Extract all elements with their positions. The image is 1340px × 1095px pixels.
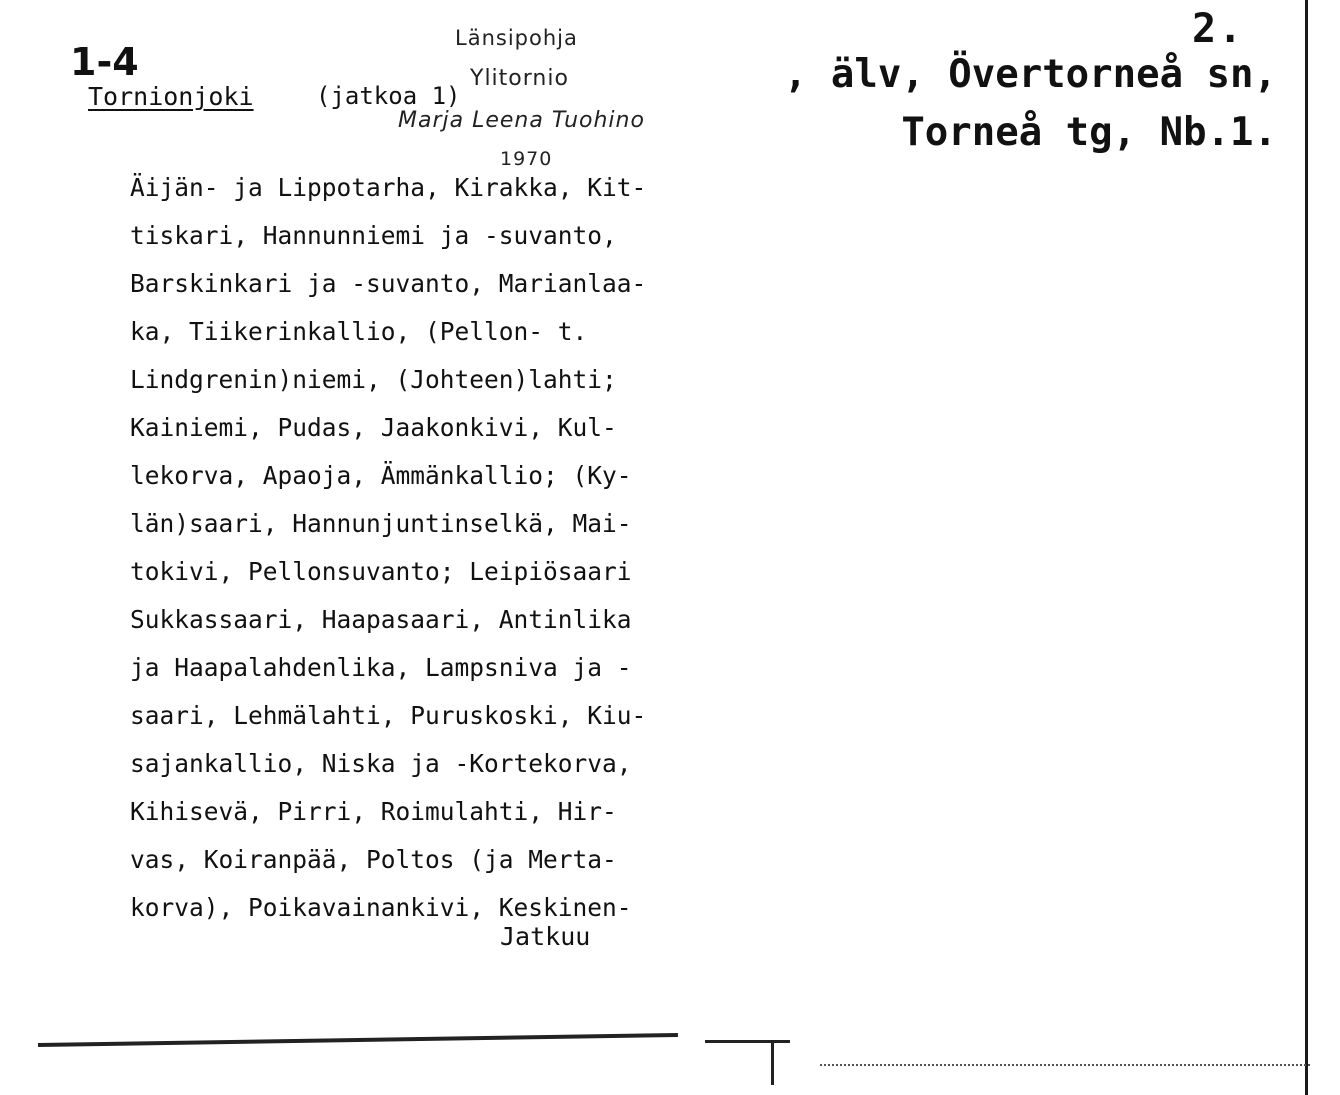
body-line: ja Haapalahdenlika, Lampsniva ja - [130,653,632,682]
bottom-dotted-line [820,1064,1310,1068]
body-line: Kainiemi, Pudas, Jaakonkivi, Kul- [130,413,617,442]
body-line: saari, Lehmälahti, Puruskoski, Kiu- [130,701,647,730]
swedish-line-1: , älv, Övertorneå sn, [783,52,1277,97]
body-line: Sukkassaari, Haapasaari, Antinlika [130,605,632,634]
river-name: Tornionjoki [88,82,254,111]
body-line: Kihisevä, Pirri, Roimulahti, Hir- [130,797,617,826]
continues-label: Jatkuu [500,922,591,951]
card-number: 2. [1192,6,1245,52]
bottom-tick-mark [771,1040,774,1085]
body-line: län)saari, Hannunjuntinselkä, Mai- [130,509,632,538]
stamp-year: 1970 [500,148,553,170]
body-line: vas, Koiranpää, Poltos (ja Merta- [130,845,617,874]
stamp-collector: Marja Leena Tuohino [398,108,645,133]
body-line: lekorva, Apaoja, Ämmänkallio; (Ky- [130,461,632,490]
body-line: ka, Tiikerinkallio, (Pellon- t. [130,317,588,346]
body-line: Äijän- ja Lippotarha, Kirakka, Kit- [130,173,647,202]
bottom-rule-line [38,1033,678,1047]
body-line: tiskari, Hannunniemi ja -suvanto, [130,221,617,250]
body-line: korva), Poikavainankivi, Keskinen- [130,893,632,922]
swedish-line-2: Torneå tg, Nb.1. [901,110,1277,155]
body-line: Lindgrenin)niemi, (Johteen)lahti; [130,365,617,394]
body-line: sajankallio, Niska ja -Kortekorva, [130,749,632,778]
stamp-parish: Ylitornio [470,66,569,91]
bottom-rule-line-short [705,1040,790,1043]
card-code: 1-4 [70,40,139,84]
swedish-heading [772,46,1277,162]
card-right-edge [1305,0,1308,1095]
body-line: tokivi, Pellonsuvanto; Leipiösaari [130,557,632,586]
river-continuation: (jatkoa 1) [316,82,461,110]
place-name-list [130,164,790,932]
stamp-region: Länsipohja [455,26,578,50]
body-line: Barskinkari ja -suvanto, Marianlaa- [130,269,647,298]
